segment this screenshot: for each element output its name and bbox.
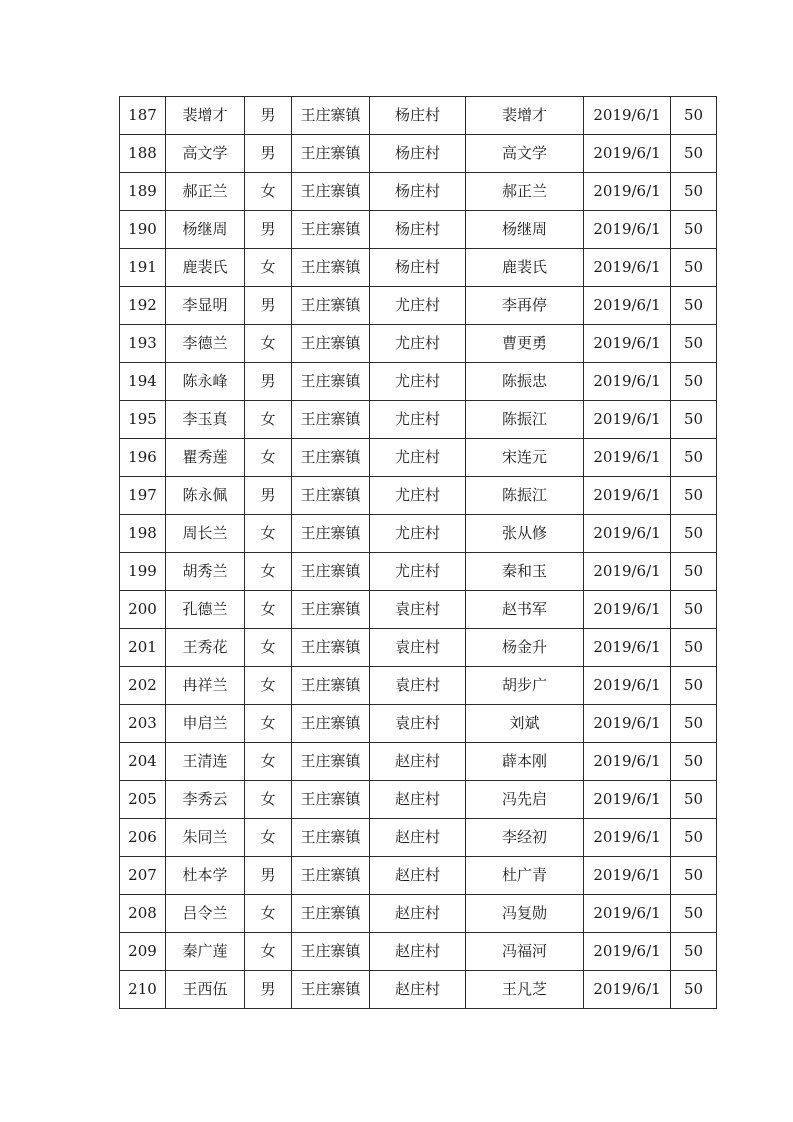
- recipient-name-cell: 王清连: [166, 743, 245, 781]
- date-cell: 2019/6/1: [584, 173, 671, 211]
- gender-cell: 女: [245, 515, 292, 553]
- table-row: [120, 325, 717, 363]
- date-cell: 2019/6/1: [584, 743, 671, 781]
- town-cell: 王庄寨镇: [292, 857, 370, 895]
- town-cell: 王庄寨镇: [292, 667, 370, 705]
- row-number-cell: 196: [120, 439, 166, 477]
- village-cell: 杨庄村: [370, 249, 466, 287]
- amount-cell: 50: [671, 743, 717, 781]
- payee-name-cell: 郝正兰: [466, 173, 584, 211]
- payee-name-cell: 冯福河: [466, 933, 584, 971]
- date-cell: 2019/6/1: [584, 477, 671, 515]
- table-row: [120, 933, 717, 971]
- town-cell: 王庄寨镇: [292, 477, 370, 515]
- payee-name-cell: 薜本刚: [466, 743, 584, 781]
- payee-name-cell: 赵书军: [466, 591, 584, 629]
- row-number-cell: 197: [120, 477, 166, 515]
- amount-cell: 50: [671, 933, 717, 971]
- date-cell: 2019/6/1: [584, 439, 671, 477]
- row-number-cell: 200: [120, 591, 166, 629]
- recipient-name-cell: 郝正兰: [166, 173, 245, 211]
- payee-name-cell: 胡步广: [466, 667, 584, 705]
- row-number-cell: 201: [120, 629, 166, 667]
- payee-name-cell: 杨继周: [466, 211, 584, 249]
- date-cell: 2019/6/1: [584, 819, 671, 857]
- gender-cell: 女: [245, 667, 292, 705]
- recipient-name-cell: 裴增才: [166, 97, 245, 135]
- payee-name-cell: 王凡芝: [466, 971, 584, 1009]
- payee-name-cell: 陈振江: [466, 401, 584, 439]
- payee-name-cell: 李再停: [466, 287, 584, 325]
- payee-name-cell: 高文学: [466, 135, 584, 173]
- amount-cell: 50: [671, 173, 717, 211]
- row-number-cell: 204: [120, 743, 166, 781]
- amount-cell: 50: [671, 667, 717, 705]
- village-cell: 尤庄村: [370, 287, 466, 325]
- roster-table-body: [120, 97, 717, 1009]
- amount-cell: 50: [671, 325, 717, 363]
- village-cell: 袁庄村: [370, 591, 466, 629]
- roster-table: [119, 96, 717, 1009]
- row-number-cell: 205: [120, 781, 166, 819]
- payee-name-cell: 宋连元: [466, 439, 584, 477]
- payee-name-cell: 陈振江: [466, 477, 584, 515]
- amount-cell: 50: [671, 211, 717, 249]
- amount-cell: 50: [671, 135, 717, 173]
- date-cell: 2019/6/1: [584, 135, 671, 173]
- payee-name-cell: 鹿裴氏: [466, 249, 584, 287]
- gender-cell: 女: [245, 895, 292, 933]
- table-row: [120, 857, 717, 895]
- recipient-name-cell: 瞿秀莲: [166, 439, 245, 477]
- payee-name-cell: 冯先启: [466, 781, 584, 819]
- gender-cell: 女: [245, 401, 292, 439]
- payee-name-cell: 冯复勋: [466, 895, 584, 933]
- date-cell: 2019/6/1: [584, 591, 671, 629]
- date-cell: 2019/6/1: [584, 705, 671, 743]
- recipient-name-cell: 陈永佩: [166, 477, 245, 515]
- village-cell: 杨庄村: [370, 135, 466, 173]
- gender-cell: 女: [245, 743, 292, 781]
- gender-cell: 女: [245, 705, 292, 743]
- village-cell: 尤庄村: [370, 325, 466, 363]
- row-number-cell: 206: [120, 819, 166, 857]
- town-cell: 王庄寨镇: [292, 895, 370, 933]
- table-row: [120, 591, 717, 629]
- table-row: [120, 781, 717, 819]
- date-cell: 2019/6/1: [584, 933, 671, 971]
- amount-cell: 50: [671, 553, 717, 591]
- payee-name-cell: 陈振忠: [466, 363, 584, 401]
- recipient-name-cell: 吕令兰: [166, 895, 245, 933]
- village-cell: 袁庄村: [370, 705, 466, 743]
- date-cell: 2019/6/1: [584, 553, 671, 591]
- row-number-cell: 207: [120, 857, 166, 895]
- row-number-cell: 198: [120, 515, 166, 553]
- recipient-name-cell: 冉祥兰: [166, 667, 245, 705]
- town-cell: 王庄寨镇: [292, 971, 370, 1009]
- amount-cell: 50: [671, 781, 717, 819]
- gender-cell: 女: [245, 819, 292, 857]
- amount-cell: 50: [671, 971, 717, 1009]
- village-cell: 袁庄村: [370, 667, 466, 705]
- payee-name-cell: 杨金升: [466, 629, 584, 667]
- village-cell: 赵庄村: [370, 971, 466, 1009]
- table-row: [120, 477, 717, 515]
- gender-cell: 男: [245, 477, 292, 515]
- town-cell: 王庄寨镇: [292, 591, 370, 629]
- row-number-cell: 208: [120, 895, 166, 933]
- recipient-name-cell: 鹿裴氏: [166, 249, 245, 287]
- amount-cell: 50: [671, 819, 717, 857]
- village-cell: 袁庄村: [370, 629, 466, 667]
- table-row: [120, 249, 717, 287]
- amount-cell: 50: [671, 439, 717, 477]
- date-cell: 2019/6/1: [584, 325, 671, 363]
- recipient-name-cell: 孔德兰: [166, 591, 245, 629]
- row-number-cell: 195: [120, 401, 166, 439]
- recipient-name-cell: 申启兰: [166, 705, 245, 743]
- village-cell: 赵庄村: [370, 857, 466, 895]
- table-row: [120, 287, 717, 325]
- village-cell: 杨庄村: [370, 173, 466, 211]
- recipient-name-cell: 李德兰: [166, 325, 245, 363]
- amount-cell: 50: [671, 363, 717, 401]
- row-number-cell: 194: [120, 363, 166, 401]
- table-row: [120, 439, 717, 477]
- amount-cell: 50: [671, 895, 717, 933]
- recipient-name-cell: 杜本学: [166, 857, 245, 895]
- date-cell: 2019/6/1: [584, 667, 671, 705]
- payee-name-cell: 张从修: [466, 515, 584, 553]
- gender-cell: 男: [245, 211, 292, 249]
- town-cell: 王庄寨镇: [292, 743, 370, 781]
- date-cell: 2019/6/1: [584, 287, 671, 325]
- row-number-cell: 209: [120, 933, 166, 971]
- gender-cell: 男: [245, 135, 292, 173]
- gender-cell: 女: [245, 933, 292, 971]
- recipient-name-cell: 陈永峰: [166, 363, 245, 401]
- date-cell: 2019/6/1: [584, 629, 671, 667]
- town-cell: 王庄寨镇: [292, 629, 370, 667]
- row-number-cell: 188: [120, 135, 166, 173]
- amount-cell: 50: [671, 705, 717, 743]
- row-number-cell: 191: [120, 249, 166, 287]
- town-cell: 王庄寨镇: [292, 515, 370, 553]
- gender-cell: 女: [245, 439, 292, 477]
- date-cell: 2019/6/1: [584, 249, 671, 287]
- payee-name-cell: 裴增才: [466, 97, 584, 135]
- recipient-name-cell: 杨继周: [166, 211, 245, 249]
- village-cell: 赵庄村: [370, 933, 466, 971]
- date-cell: 2019/6/1: [584, 97, 671, 135]
- town-cell: 王庄寨镇: [292, 173, 370, 211]
- recipient-name-cell: 李秀云: [166, 781, 245, 819]
- date-cell: 2019/6/1: [584, 895, 671, 933]
- town-cell: 王庄寨镇: [292, 401, 370, 439]
- village-cell: 杨庄村: [370, 97, 466, 135]
- amount-cell: 50: [671, 629, 717, 667]
- table-row: [120, 553, 717, 591]
- village-cell: 尤庄村: [370, 363, 466, 401]
- village-cell: 赵庄村: [370, 743, 466, 781]
- payee-name-cell: 曹更勇: [466, 325, 584, 363]
- village-cell: 尤庄村: [370, 439, 466, 477]
- village-cell: 尤庄村: [370, 401, 466, 439]
- row-number-cell: 203: [120, 705, 166, 743]
- recipient-name-cell: 李显明: [166, 287, 245, 325]
- date-cell: 2019/6/1: [584, 971, 671, 1009]
- gender-cell: 女: [245, 591, 292, 629]
- village-cell: 赵庄村: [370, 895, 466, 933]
- town-cell: 王庄寨镇: [292, 249, 370, 287]
- row-number-cell: 199: [120, 553, 166, 591]
- town-cell: 王庄寨镇: [292, 781, 370, 819]
- row-number-cell: 202: [120, 667, 166, 705]
- payee-name-cell: 杜广青: [466, 857, 584, 895]
- town-cell: 王庄寨镇: [292, 705, 370, 743]
- row-number-cell: 189: [120, 173, 166, 211]
- date-cell: 2019/6/1: [584, 857, 671, 895]
- town-cell: 王庄寨镇: [292, 363, 370, 401]
- table-row: [120, 135, 717, 173]
- recipient-name-cell: 王西伍: [166, 971, 245, 1009]
- recipient-name-cell: 朱同兰: [166, 819, 245, 857]
- town-cell: 王庄寨镇: [292, 819, 370, 857]
- table-row: [120, 819, 717, 857]
- date-cell: 2019/6/1: [584, 211, 671, 249]
- village-cell: 杨庄村: [370, 211, 466, 249]
- payee-name-cell: 秦和玉: [466, 553, 584, 591]
- amount-cell: 50: [671, 97, 717, 135]
- recipient-name-cell: 胡秀兰: [166, 553, 245, 591]
- row-number-cell: 190: [120, 211, 166, 249]
- village-cell: 尤庄村: [370, 477, 466, 515]
- table-row: [120, 401, 717, 439]
- amount-cell: 50: [671, 477, 717, 515]
- row-number-cell: 193: [120, 325, 166, 363]
- gender-cell: 女: [245, 553, 292, 591]
- row-number-cell: 210: [120, 971, 166, 1009]
- table-row: [120, 173, 717, 211]
- gender-cell: 女: [245, 325, 292, 363]
- amount-cell: 50: [671, 287, 717, 325]
- amount-cell: 50: [671, 249, 717, 287]
- gender-cell: 女: [245, 173, 292, 211]
- gender-cell: 女: [245, 629, 292, 667]
- town-cell: 王庄寨镇: [292, 287, 370, 325]
- recipient-name-cell: 王秀花: [166, 629, 245, 667]
- row-number-cell: 192: [120, 287, 166, 325]
- gender-cell: 男: [245, 287, 292, 325]
- table-row: [120, 211, 717, 249]
- recipient-name-cell: 高文学: [166, 135, 245, 173]
- date-cell: 2019/6/1: [584, 781, 671, 819]
- gender-cell: 男: [245, 97, 292, 135]
- town-cell: 王庄寨镇: [292, 135, 370, 173]
- recipient-name-cell: 周长兰: [166, 515, 245, 553]
- date-cell: 2019/6/1: [584, 515, 671, 553]
- table-row: [120, 743, 717, 781]
- amount-cell: 50: [671, 591, 717, 629]
- table-row: [120, 667, 717, 705]
- table-row: [120, 97, 717, 135]
- town-cell: 王庄寨镇: [292, 211, 370, 249]
- town-cell: 王庄寨镇: [292, 97, 370, 135]
- payee-name-cell: 刘斌: [466, 705, 584, 743]
- gender-cell: 男: [245, 363, 292, 401]
- date-cell: 2019/6/1: [584, 401, 671, 439]
- gender-cell: 男: [245, 971, 292, 1009]
- payee-name-cell: 李经初: [466, 819, 584, 857]
- town-cell: 王庄寨镇: [292, 553, 370, 591]
- town-cell: 王庄寨镇: [292, 933, 370, 971]
- table-row: [120, 895, 717, 933]
- amount-cell: 50: [671, 857, 717, 895]
- gender-cell: 男: [245, 857, 292, 895]
- row-number-cell: 187: [120, 97, 166, 135]
- recipient-name-cell: 秦广莲: [166, 933, 245, 971]
- village-cell: 尤庄村: [370, 553, 466, 591]
- recipient-name-cell: 李玉真: [166, 401, 245, 439]
- table-row: [120, 629, 717, 667]
- table-row: [120, 515, 717, 553]
- village-cell: 赵庄村: [370, 781, 466, 819]
- gender-cell: 女: [245, 249, 292, 287]
- table-row: [120, 363, 717, 401]
- village-cell: 尤庄村: [370, 515, 466, 553]
- amount-cell: 50: [671, 401, 717, 439]
- table-row: [120, 971, 717, 1009]
- town-cell: 王庄寨镇: [292, 325, 370, 363]
- amount-cell: 50: [671, 515, 717, 553]
- date-cell: 2019/6/1: [584, 363, 671, 401]
- gender-cell: 女: [245, 781, 292, 819]
- village-cell: 赵庄村: [370, 819, 466, 857]
- town-cell: 王庄寨镇: [292, 439, 370, 477]
- table-row: [120, 705, 717, 743]
